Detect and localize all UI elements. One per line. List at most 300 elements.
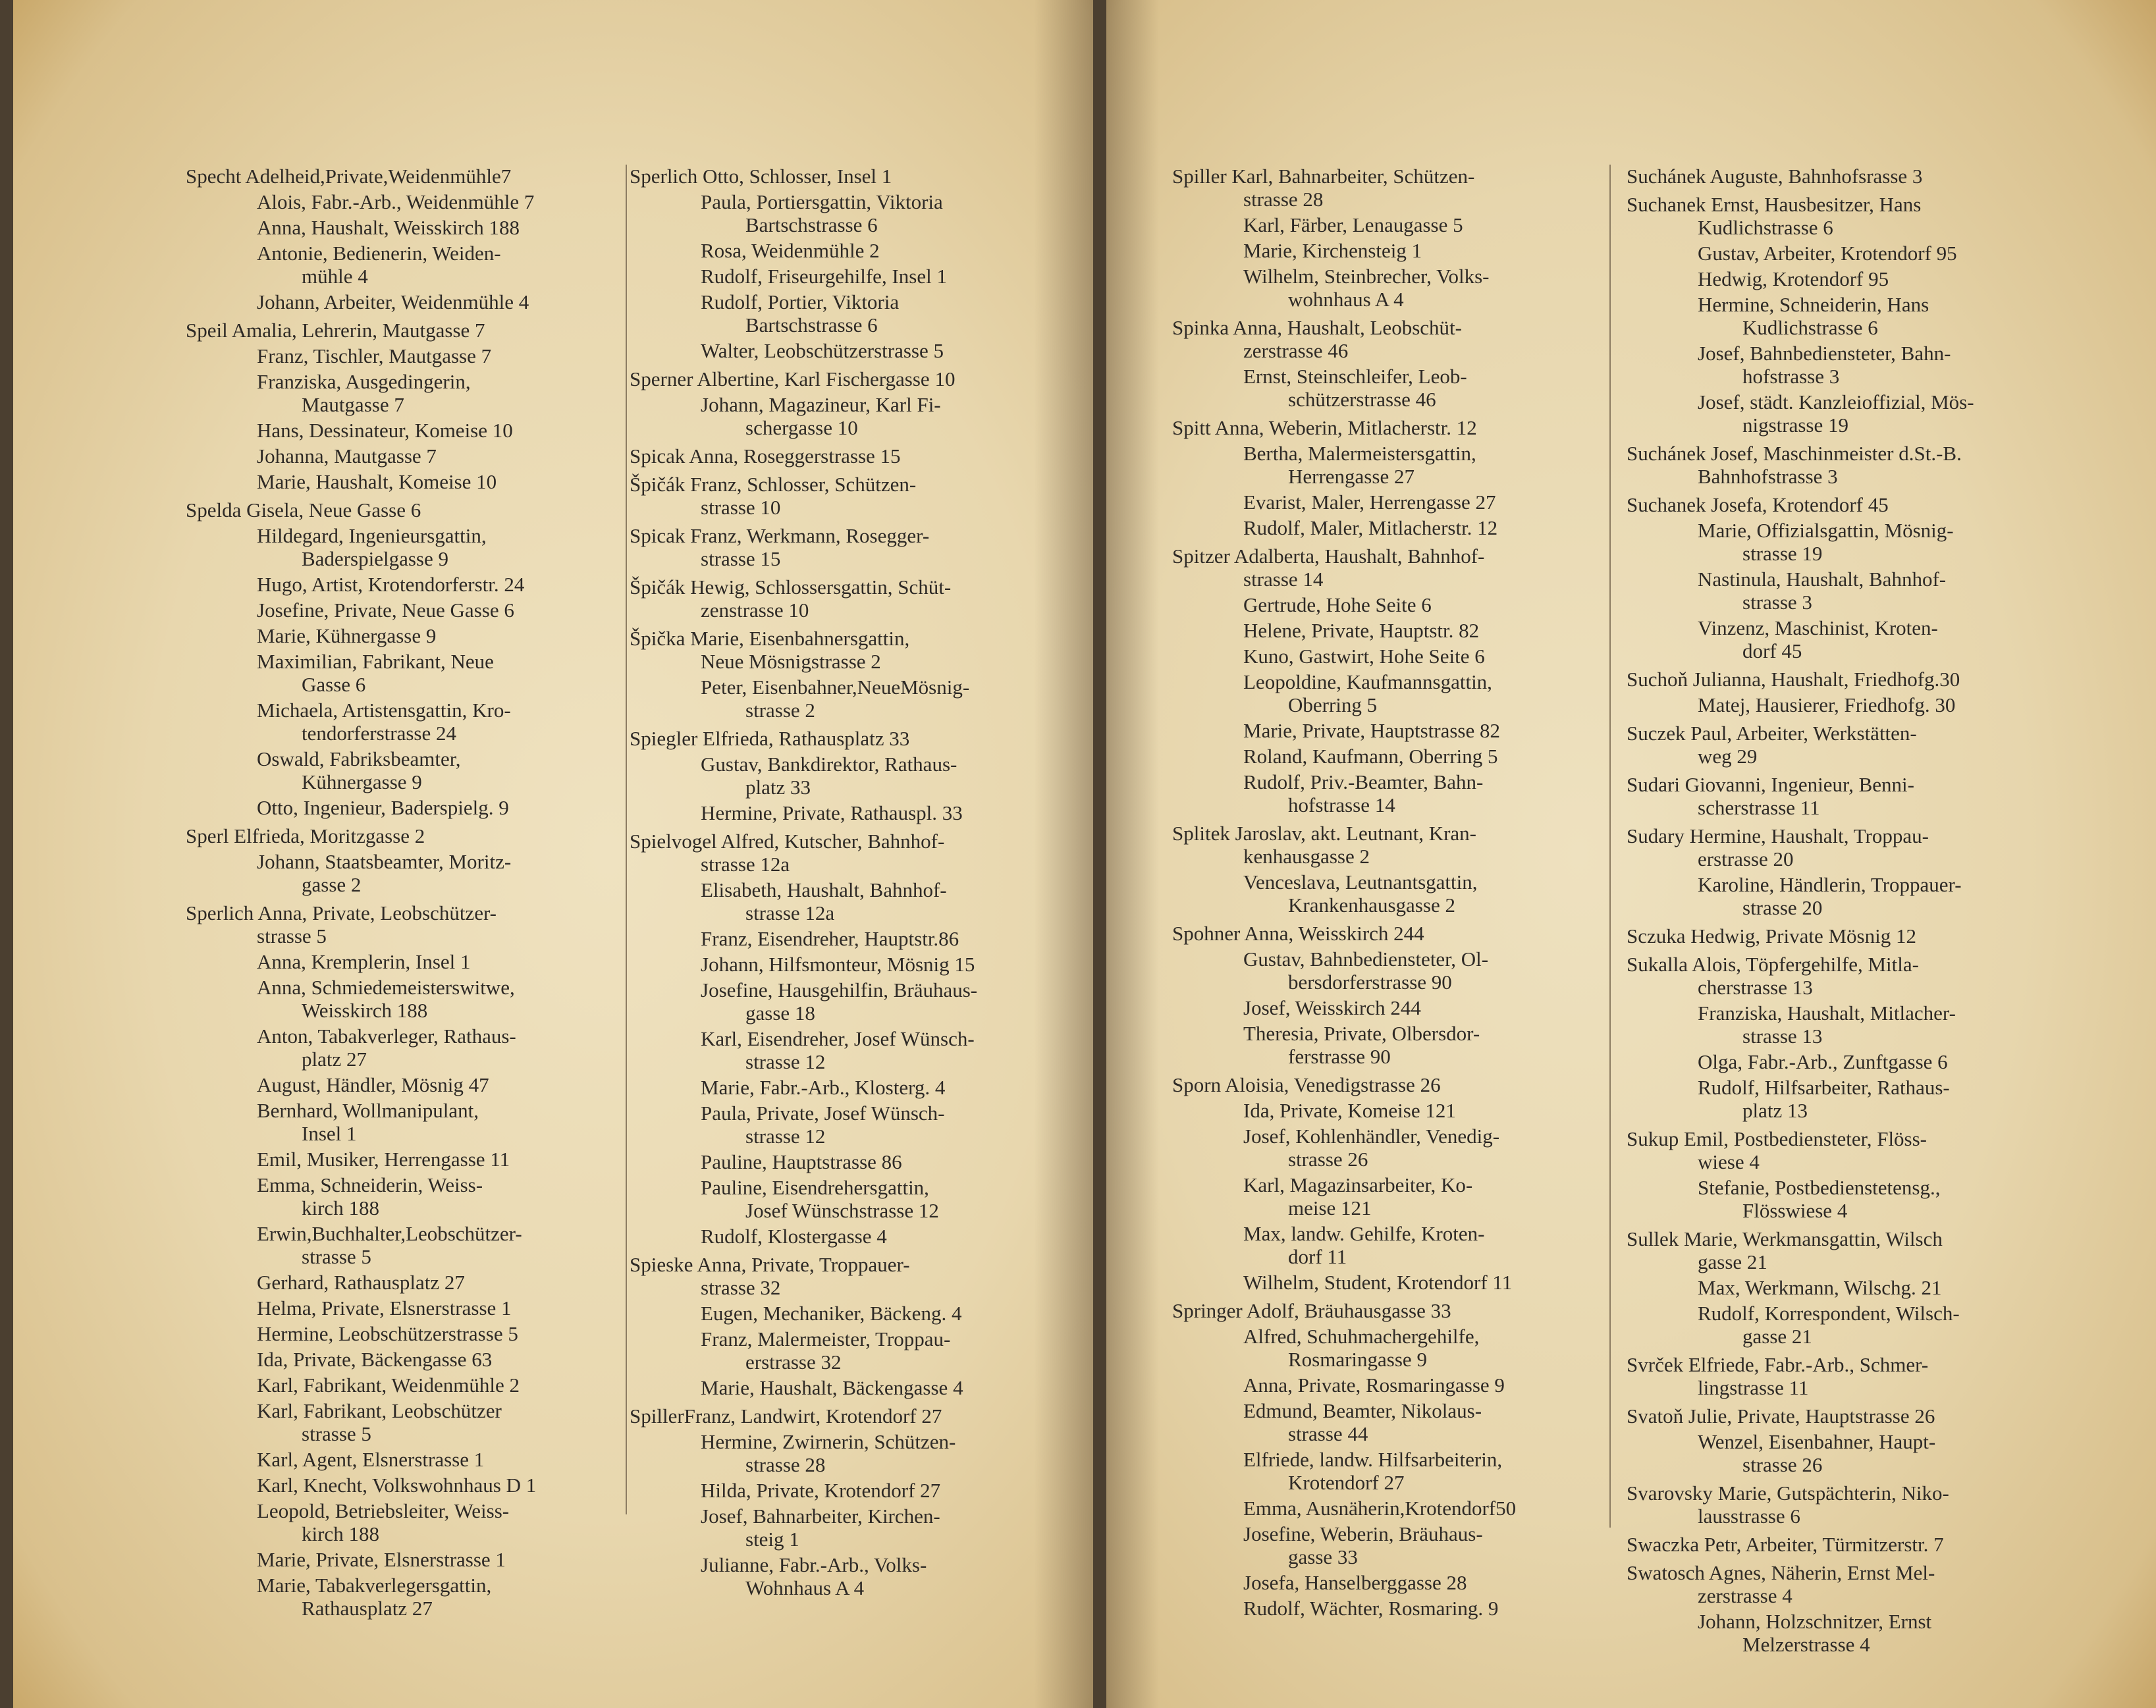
entry-line: Wilhelm, Student, Krotendorf 11 xyxy=(1243,1271,1513,1294)
entry-line: Spiegler Elfrieda, Rathausplatz 33 xyxy=(630,727,910,750)
entry-line: Johann, Staatsbeamter, Moritz- xyxy=(257,850,512,873)
entry-continuation-line: strasse 19 xyxy=(1742,542,1823,565)
directory-entry-sub xyxy=(1172,619,1594,642)
entry-line: Max, Werkmann, Wilschg. 21 xyxy=(1698,1276,1942,1299)
directory-entry-sub xyxy=(1627,293,2088,339)
entry-line: Spitzer Adalberta, Haushalt, Bahnhof- xyxy=(1172,545,1485,568)
directory-entry-sub xyxy=(630,1430,1077,1476)
entry-line: Anna, Haushalt, Weisskirch 188 xyxy=(257,216,520,239)
entry-line: Ernst, Steinschleifer, Leob- xyxy=(1243,365,1467,388)
entry-line: Anna, Kremplerin, Insel 1 xyxy=(257,950,471,973)
entry-line: Rosa, Weidenmühle 2 xyxy=(701,239,880,262)
entry-line: Paula, Portiersgattin, Viktoria xyxy=(701,190,943,213)
entry-line: Paula, Private, Josef Wünsch- xyxy=(701,1102,945,1125)
entry-continuation-line: meise 121 xyxy=(1288,1196,1372,1219)
entry-continuation-line: gasse 33 xyxy=(1288,1545,1358,1568)
entry-continuation-line: strasse 12a xyxy=(701,853,790,876)
entry-line: Spielvogel Alfred, Kutscher, Bahnhof- xyxy=(630,830,945,853)
directory-entry-head xyxy=(1627,924,2088,947)
entry-line: Gertrude, Hohe Seite 6 xyxy=(1243,593,1432,616)
directory-entry-sub xyxy=(1172,442,1594,488)
column-divider xyxy=(1609,165,1611,1528)
directory-entry-sub xyxy=(1172,745,1594,768)
entry-continuation-line: strasse 2 xyxy=(745,699,815,722)
directory-entry-sub xyxy=(1172,1099,1594,1122)
entry-continuation-line: Kudlichstrasse 6 xyxy=(1742,316,1878,339)
entry-line: Ida, Private, Komeise 121 xyxy=(1243,1099,1456,1122)
entry-line: Olga, Fabr.-Arb., Zunftgasse 6 xyxy=(1698,1050,1948,1073)
directory-entry-head xyxy=(1627,773,2088,819)
entry-line: Sukup Emil, Postbediensteter, Flöss- xyxy=(1627,1127,1927,1150)
entry-continuation-line: strasse 20 xyxy=(1742,896,1823,919)
entry-line: Rudolf, Maler, Mitlacherstr. 12 xyxy=(1243,516,1498,539)
entry-line: Pauline, Eisendrehersgattin, xyxy=(701,1176,929,1199)
entry-line: Marie, Haushalt, Bäckengasse 4 xyxy=(701,1376,963,1399)
entry-line: Karl, Fabrikant, Leobschützer xyxy=(257,1399,502,1422)
directory-entry-sub xyxy=(186,419,633,442)
entry-continuation-line: Kudlichstrasse 6 xyxy=(1698,216,1833,239)
entry-line: Wilhelm, Steinbrecher, Volks- xyxy=(1243,265,1490,288)
directory-entry-sub xyxy=(186,699,633,745)
directory-entry-sub xyxy=(630,190,1077,236)
entry-line: Josef, städt. Kanzleioffizial, Mös- xyxy=(1698,390,1974,414)
entry-continuation-line: gasse 21 xyxy=(1742,1325,1812,1348)
entry-line: Oswald, Fabriksbeamter, xyxy=(257,747,461,770)
entry-continuation-line: strasse 32 xyxy=(701,1276,781,1299)
entry-line: Maximilian, Fabrikant, Neue xyxy=(257,650,494,673)
directory-entry-sub xyxy=(1627,1302,2088,1348)
entry-continuation-line: strasse 5 xyxy=(302,1422,371,1445)
entry-line: Emma, Ausnäherin,Krotendorf50 xyxy=(1243,1497,1517,1520)
directory-entry-head xyxy=(1627,1227,2088,1273)
entry-continuation-line: Gasse 6 xyxy=(302,673,366,696)
entry-line: Elfriede, landw. Hilfsarbeiterin, xyxy=(1243,1448,1503,1471)
entry-line: Marie, Haushalt, Komeise 10 xyxy=(257,470,497,493)
entry-line: August, Händler, Mösnig 47 xyxy=(257,1073,489,1096)
entry-continuation-line: Wohnhaus A 4 xyxy=(745,1576,865,1599)
entry-continuation-line: Insel 1 xyxy=(302,1122,357,1145)
directory-entry-head xyxy=(1627,953,2088,999)
directory-entry-sub xyxy=(1172,1497,1594,1520)
directory-entry-head xyxy=(1627,1127,2088,1173)
entry-continuation-line: wohnhaus A 4 xyxy=(1288,288,1404,311)
entry-line: Suchanek Josefa, Krotendorf 45 xyxy=(1627,493,1889,516)
directory-entry-sub xyxy=(1172,516,1594,539)
entry-line: Peter, Eisenbahner,NeueMösnig- xyxy=(701,676,970,699)
entry-continuation-line: strasse 12 xyxy=(745,1125,826,1148)
directory-entry-sub xyxy=(186,850,633,896)
entry-line: Hans, Dessinateur, Komeise 10 xyxy=(257,419,513,442)
entry-line: Stefanie, Postbedienstetensg., xyxy=(1698,1176,1941,1199)
directory-entry-sub xyxy=(1627,568,2088,614)
entry-line: Josef, Kohlenhändler, Venedig- xyxy=(1243,1125,1500,1148)
entry-line: Hermine, Leobschützerstrasse 5 xyxy=(257,1322,518,1345)
entry-continuation-line: strasse 13 xyxy=(1742,1025,1823,1048)
directory-entry-sub xyxy=(630,676,1077,722)
entry-continuation-line: tendorferstrasse 24 xyxy=(302,722,456,745)
directory-entry-sub xyxy=(630,753,1077,799)
directory-entry-sub xyxy=(186,747,633,793)
directory-entry-sub xyxy=(186,1399,633,1445)
directory-entry-sub xyxy=(186,1222,633,1268)
directory-entry-head xyxy=(1172,822,1594,868)
entry-continuation-line: bersdorferstrasse 90 xyxy=(1288,971,1452,994)
entry-line: Sudari Giovanni, Ingenieur, Benni- xyxy=(1627,773,1914,796)
directory-entry-sub xyxy=(186,1173,633,1219)
directory-entry-sub xyxy=(186,1073,633,1096)
entry-line: Matej, Hausierer, Friedhofg. 30 xyxy=(1698,693,1956,716)
entry-line: Špičák Franz, Schlosser, Schützen- xyxy=(630,473,917,496)
entry-line: Vinzenz, Maschinist, Kroten- xyxy=(1698,616,1938,639)
directory-entry-sub xyxy=(186,444,633,467)
entry-continuation-line: platz 27 xyxy=(302,1048,367,1071)
directory-entry-sub xyxy=(630,339,1077,362)
entry-line: Sudary Hermine, Haushalt, Troppau- xyxy=(1627,824,1929,847)
entry-continuation-line: lingstrasse 11 xyxy=(1698,1376,1809,1399)
directory-entry-head xyxy=(630,727,1077,750)
entry-line: Karl, Magazinsarbeiter, Ko- xyxy=(1243,1173,1473,1196)
directory-entry-sub xyxy=(630,290,1077,336)
entry-line: Špička Marie, Eisenbahnersgattin, xyxy=(630,627,910,650)
directory-entry-sub xyxy=(630,1176,1077,1222)
entry-line: Sperlich Otto, Schlosser, Insel 1 xyxy=(630,165,892,188)
entry-line: Marie, Fabr.-Arb., Klosterg. 4 xyxy=(701,1076,946,1099)
directory-entry-head xyxy=(630,165,1077,188)
entry-continuation-line: strasse 12a xyxy=(745,901,835,924)
entry-line: Rudolf, Priv.-Beamter, Bahn- xyxy=(1243,770,1484,793)
directory-entry-sub xyxy=(186,650,633,696)
directory-entry-head xyxy=(1172,922,1594,945)
directory-entry-sub xyxy=(1627,1610,2088,1656)
entry-line: Svatoň Julie, Private, Hauptstrasse 26 xyxy=(1627,1404,1935,1428)
directory-entry-head xyxy=(630,367,1077,390)
entry-continuation-line: strasse 44 xyxy=(1288,1422,1368,1445)
entry-line: Marie, Offizialsgattin, Mösnig- xyxy=(1698,519,1954,542)
directory-entry-sub xyxy=(630,1225,1077,1248)
entry-line: Erwin,Buchhalter,Leobschützer- xyxy=(257,1222,522,1245)
entry-line: Johanna, Mautgasse 7 xyxy=(257,444,437,467)
directory-entry-sub xyxy=(186,1271,633,1294)
entry-continuation-line: gasse 18 xyxy=(745,1001,815,1025)
entry-line: Michaela, Artistensgattin, Kro- xyxy=(257,699,511,722)
directory-entry-head xyxy=(1627,1404,2088,1428)
entry-line: Hilda, Private, Krotendorf 27 xyxy=(701,1479,941,1502)
directory-entry-sub xyxy=(1172,1374,1594,1397)
entry-line: Elisabeth, Haushalt, Bahnhof- xyxy=(701,878,947,901)
entry-line: Josefa, Hanselberggasse 28 xyxy=(1243,1571,1467,1594)
directory-entry-head xyxy=(1627,442,2088,488)
directory-entry-sub xyxy=(186,624,633,647)
directory-entry-head xyxy=(1627,493,2088,516)
entry-line: Franziska, Ausgedingerin, xyxy=(257,370,471,393)
directory-entry-sub xyxy=(1627,1276,2088,1299)
right-page-column-1 xyxy=(1172,165,1594,1622)
entry-line: Alfred, Schuhmachergehilfe, xyxy=(1243,1325,1480,1348)
directory-entry-sub xyxy=(186,976,633,1022)
entry-line: Julianne, Fabr.-Arb., Volks- xyxy=(701,1553,927,1576)
entry-continuation-line: strasse 5 xyxy=(302,1245,371,1268)
entry-line: Spieske Anna, Private, Troppauer- xyxy=(630,1253,910,1276)
entry-line: Suchanek Ernst, Hausbesitzer, Hans xyxy=(1627,193,1922,216)
entry-line: Spicak Franz, Werkmann, Rosegger- xyxy=(630,524,930,547)
entry-line: Špičák Hewig, Schlossersgattin, Schüt- xyxy=(630,575,952,599)
entry-line: Josefine, Hausgehilfin, Bräuhaus- xyxy=(701,978,978,1001)
entry-line: Swaczka Petr, Arbeiter, Türmitzerstr. 7 xyxy=(1627,1533,1944,1556)
entry-continuation-line: Bartschstrasse 6 xyxy=(745,213,878,236)
directory-entry-head xyxy=(186,498,633,521)
entry-line: Gustav, Arbeiter, Krotendorf 95 xyxy=(1698,242,1957,265)
directory-entry-sub xyxy=(1627,519,2088,565)
entry-line: Gustav, Bankdirektor, Rathaus- xyxy=(701,753,957,776)
entry-line: Rudolf, Friseurgehilfe, Insel 1 xyxy=(701,265,947,288)
entry-line: Karl, Knecht, Volkswohnhaus D 1 xyxy=(257,1474,537,1497)
entry-continuation-line: hofstrasse 14 xyxy=(1288,793,1395,816)
directory-entry-sub xyxy=(186,1474,633,1497)
directory-entry-sub xyxy=(630,265,1077,288)
directory-entry-head xyxy=(1172,416,1594,439)
directory-entry-sub xyxy=(1172,1448,1594,1494)
entry-continuation-line: platz 33 xyxy=(745,776,811,799)
entry-line: Josefine, Private, Neue Gasse 6 xyxy=(257,599,514,622)
entry-line: Gustav, Bahnbediensteter, Ol- xyxy=(1243,947,1489,971)
directory-entry-head xyxy=(1627,165,2088,188)
directory-entry-sub xyxy=(1627,1001,2088,1048)
directory-entry-head xyxy=(630,1253,1077,1299)
entry-line: Svrček Elfriede, Fabr.-Arb., Schmer- xyxy=(1627,1353,1929,1376)
directory-entry-sub xyxy=(186,1296,633,1320)
entry-line: Spicak Anna, Roseggerstrasse 15 xyxy=(630,444,901,467)
entry-continuation-line: kirch 188 xyxy=(302,1196,379,1219)
entry-line: Karoline, Händlerin, Troppauer- xyxy=(1698,873,1962,896)
entry-continuation-line: hofstrasse 3 xyxy=(1742,365,1840,388)
directory-entry-sub xyxy=(1172,870,1594,917)
entry-line: Evarist, Maler, Herrengasse 27 xyxy=(1243,491,1496,514)
directory-entry-sub xyxy=(186,370,633,416)
directory-entry-sub xyxy=(1172,645,1594,668)
entry-continuation-line: nigstrasse 19 xyxy=(1742,414,1849,437)
entry-line: Sczuka Hedwig, Private Mösnig 12 xyxy=(1627,924,1916,947)
entry-line: Hermine, Schneiderin, Hans xyxy=(1698,293,1929,316)
entry-line: Alois, Fabr.-Arb., Weidenmühle 7 xyxy=(257,190,535,213)
directory-entry-head xyxy=(1627,722,2088,768)
entry-continuation-line: gasse 21 xyxy=(1698,1250,1767,1273)
entry-line: Anna, Schmiedemeisterswitwe, xyxy=(257,976,515,999)
directory-entry-head xyxy=(1172,1299,1594,1322)
directory-entry-sub xyxy=(1172,947,1594,994)
entry-continuation-line: ferstrasse 90 xyxy=(1288,1045,1391,1068)
entry-line: Anton, Tabakverleger, Rathaus- xyxy=(257,1025,516,1048)
entry-continuation-line: schergasse 10 xyxy=(745,416,858,439)
entry-continuation-line: strasse 14 xyxy=(1243,568,1324,591)
entry-line: Leopold, Betriebsleiter, Weiss- xyxy=(257,1499,510,1522)
entry-line: Karl, Eisendreher, Josef Wünsch- xyxy=(701,1027,975,1050)
directory-entry-sub xyxy=(1172,1522,1594,1568)
entry-line: Edmund, Beamter, Nikolaus- xyxy=(1243,1399,1482,1422)
directory-entry-head xyxy=(630,524,1077,570)
entry-continuation-line: strasse 3 xyxy=(1742,591,1812,614)
directory-entry-sub xyxy=(1627,873,2088,919)
directory-entry-head xyxy=(630,1404,1077,1428)
directory-entry-head xyxy=(1627,1533,2088,1556)
directory-entry-sub xyxy=(1627,390,2088,437)
directory-entry-head xyxy=(186,901,633,947)
directory-entry-head xyxy=(630,473,1077,519)
directory-entry-sub xyxy=(186,796,633,819)
directory-entry-sub xyxy=(1172,1222,1594,1268)
directory-entry-sub xyxy=(630,1102,1077,1148)
directory-entry-head xyxy=(1627,1353,2088,1399)
entry-line: Marie, Tabakverlegersgattin, xyxy=(257,1574,492,1597)
entry-line: Marie, Kirchensteig 1 xyxy=(1243,239,1422,262)
directory-entry-sub xyxy=(186,470,633,493)
entry-line: Eugen, Mechaniker, Bäckeng. 4 xyxy=(701,1302,962,1325)
directory-entry-sub xyxy=(1172,1022,1594,1068)
gutter-shadow xyxy=(1106,0,1159,1708)
entry-line: Emil, Musiker, Herrengasse 11 xyxy=(257,1148,510,1171)
entry-continuation-line: strasse 12 xyxy=(745,1050,826,1073)
entry-line: Emma, Schneiderin, Weiss- xyxy=(257,1173,483,1196)
entry-line: Sporn Aloisia, Venedigstrasse 26 xyxy=(1172,1073,1441,1096)
entry-line: Specht Adelheid,Private,Weidenmühle7 xyxy=(186,165,512,188)
entry-line: SpillerFranz, Landwirt, Krotendorf 27 xyxy=(630,1404,942,1428)
entry-line: Spelda Gisela, Neue Gasse 6 xyxy=(186,498,421,521)
entry-continuation-line: Oberring 5 xyxy=(1288,693,1378,716)
directory-entry-sub xyxy=(1172,770,1594,816)
entry-continuation-line: Melzerstrasse 4 xyxy=(1742,1633,1870,1656)
directory-entry-sub xyxy=(186,1348,633,1371)
entry-continuation-line: zerstrasse 46 xyxy=(1243,339,1349,362)
entry-line: Kuno, Gastwirt, Hohe Seite 6 xyxy=(1243,645,1485,668)
entry-continuation-line: platz 13 xyxy=(1742,1099,1808,1122)
entry-continuation-line: zerstrasse 4 xyxy=(1698,1584,1792,1607)
entry-continuation-line: cherstrasse 13 xyxy=(1698,976,1813,999)
entry-line: Marie, Private, Hauptstrasse 82 xyxy=(1243,719,1500,742)
entry-line: Karl, Agent, Elsnerstrasse 1 xyxy=(257,1448,485,1471)
entry-line: Franz, Malermeister, Troppau- xyxy=(701,1327,951,1350)
entry-line: Johann, Arbeiter, Weidenmühle 4 xyxy=(257,290,529,313)
entry-continuation-line: lausstrasse 6 xyxy=(1698,1505,1800,1528)
entry-line: Johann, Hilfsmonteur, Mösnig 15 xyxy=(701,953,975,976)
entry-line: Gerhard, Rathausplatz 27 xyxy=(257,1271,465,1294)
entry-line: Spiller Karl, Bahnarbeiter, Schützen- xyxy=(1172,165,1475,188)
directory-entry-sub xyxy=(1172,1271,1594,1294)
directory-entry-sub xyxy=(630,927,1077,950)
entry-line: Wenzel, Eisenbahner, Haupt- xyxy=(1698,1430,1936,1453)
entry-line: Splitek Jaroslav, akt. Leutnant, Kran- xyxy=(1172,822,1477,845)
directory-entry-head xyxy=(1172,1073,1594,1096)
column-divider xyxy=(626,165,627,1514)
entry-line: Johann, Holzschnitzer, Ernst xyxy=(1698,1610,1932,1633)
entry-continuation-line: strasse 28 xyxy=(745,1453,826,1476)
directory-entry-head xyxy=(630,575,1077,622)
entry-continuation-line: Rosmaringasse 9 xyxy=(1288,1348,1427,1371)
entry-line: Sullek Marie, Werkmansgattin, Wilsch xyxy=(1627,1227,1943,1250)
entry-continuation-line: erstrasse 20 xyxy=(1698,847,1794,870)
directory-entry-sub xyxy=(186,599,633,622)
directory-entry-sub xyxy=(186,524,633,570)
entry-line: Johann, Magazineur, Karl Fi- xyxy=(701,393,941,416)
directory-entry-sub xyxy=(186,1099,633,1145)
entry-line: Rudolf, Portier, Viktoria xyxy=(701,290,900,313)
entry-line: Svarovsky Marie, Gutspächterin, Niko- xyxy=(1627,1481,1949,1505)
directory-entry-sub xyxy=(1172,996,1594,1019)
entry-continuation-line: wiese 4 xyxy=(1698,1150,1760,1173)
directory-entry-sub xyxy=(1627,1076,2088,1122)
entry-line: Sperner Albertine, Karl Fischergasse 10 xyxy=(630,367,956,390)
entry-continuation-line: kirch 188 xyxy=(302,1522,379,1545)
entry-line: Suchánek Josef, Maschinmeister d.St.-B. xyxy=(1627,442,1962,465)
directory-entry-sub xyxy=(1172,1571,1594,1594)
right-page xyxy=(1106,0,2156,1708)
entry-line: Josef, Weisskirch 244 xyxy=(1243,996,1421,1019)
entry-line: Josef, Bahnarbeiter, Kirchen- xyxy=(701,1505,940,1528)
directory-entry-head xyxy=(1172,165,1594,211)
entry-line: Walter, Leobschützerstrasse 5 xyxy=(701,339,944,362)
directory-entry-head xyxy=(1627,1481,2088,1528)
directory-entry-head xyxy=(186,319,633,342)
entry-line: Josefine, Weberin, Bräuhaus- xyxy=(1243,1522,1483,1545)
entry-line: Ida, Private, Bäckengasse 63 xyxy=(257,1348,493,1371)
entry-line: Spohner Anna, Weisskirch 244 xyxy=(1172,922,1424,945)
directory-entry-sub xyxy=(630,1302,1077,1325)
entry-continuation-line: dorf 45 xyxy=(1742,639,1802,662)
directory-entry-sub xyxy=(1172,1325,1594,1371)
directory-entry-sub xyxy=(1172,239,1594,262)
directory-entry-sub xyxy=(1172,593,1594,616)
entry-line: Hildegard, Ingenieursgattin, xyxy=(257,524,487,547)
directory-entry-sub xyxy=(1627,1430,2088,1476)
directory-entry-sub xyxy=(186,1548,633,1571)
entry-line: Rudolf, Korrespondent, Wilsch- xyxy=(1698,1302,1960,1325)
directory-entry-sub xyxy=(1627,693,2088,716)
directory-entry-sub xyxy=(630,953,1077,976)
entry-line: Bertha, Malermeistersgattin, xyxy=(1243,442,1476,465)
entry-continuation-line: Neue Mösnigstrasse 2 xyxy=(701,650,881,673)
directory-entry-head xyxy=(186,824,633,847)
entry-continuation-line: scherstrasse 11 xyxy=(1698,796,1820,819)
entry-line: Max, landw. Gehilfe, Kroten- xyxy=(1243,1222,1485,1245)
directory-entry-sub xyxy=(1172,365,1594,411)
entry-line: Helma, Private, Elsnerstrasse 1 xyxy=(257,1296,512,1320)
directory-entry-sub xyxy=(630,1376,1077,1399)
directory-entry-sub xyxy=(186,573,633,596)
entry-line: Suczek Paul, Arbeiter, Werkstätten- xyxy=(1627,722,1917,745)
entry-line: Sukalla Alois, Töpfergehilfe, Mitla- xyxy=(1627,953,1919,976)
directory-entry-sub xyxy=(1627,1050,2088,1073)
directory-entry-head xyxy=(630,830,1077,876)
directory-entry-sub xyxy=(1172,1399,1594,1445)
directory-entry-sub xyxy=(186,216,633,239)
entry-line: Sperlich Anna, Private, Leobschützer- xyxy=(186,901,497,924)
entry-continuation-line: strasse 5 xyxy=(257,924,327,947)
entry-line: Spinka Anna, Haushalt, Leobschüt- xyxy=(1172,316,1462,339)
entry-line: Franziska, Haushalt, Mitlacher- xyxy=(1698,1001,1956,1025)
directory-entry-sub xyxy=(1627,1176,2088,1222)
directory-entry-sub xyxy=(630,1479,1077,1502)
directory-entry-sub xyxy=(630,239,1077,262)
directory-entry-sub xyxy=(630,1027,1077,1073)
directory-entry-sub xyxy=(186,190,633,213)
entry-line: Helene, Private, Hauptstr. 82 xyxy=(1243,619,1480,642)
entry-line: Pauline, Hauptstrasse 86 xyxy=(701,1150,902,1173)
entry-continuation-line: schützerstrasse 46 xyxy=(1288,388,1436,411)
directory-entry-sub xyxy=(630,1505,1077,1551)
directory-entry-sub xyxy=(630,801,1077,824)
entry-line: Swatosch Agnes, Näherin, Ernst Mel- xyxy=(1627,1561,1935,1584)
entry-continuation-line: strasse 28 xyxy=(1243,188,1324,211)
entry-line: Marie, Kühnergasse 9 xyxy=(257,624,437,647)
directory-entry-sub xyxy=(1172,719,1594,742)
